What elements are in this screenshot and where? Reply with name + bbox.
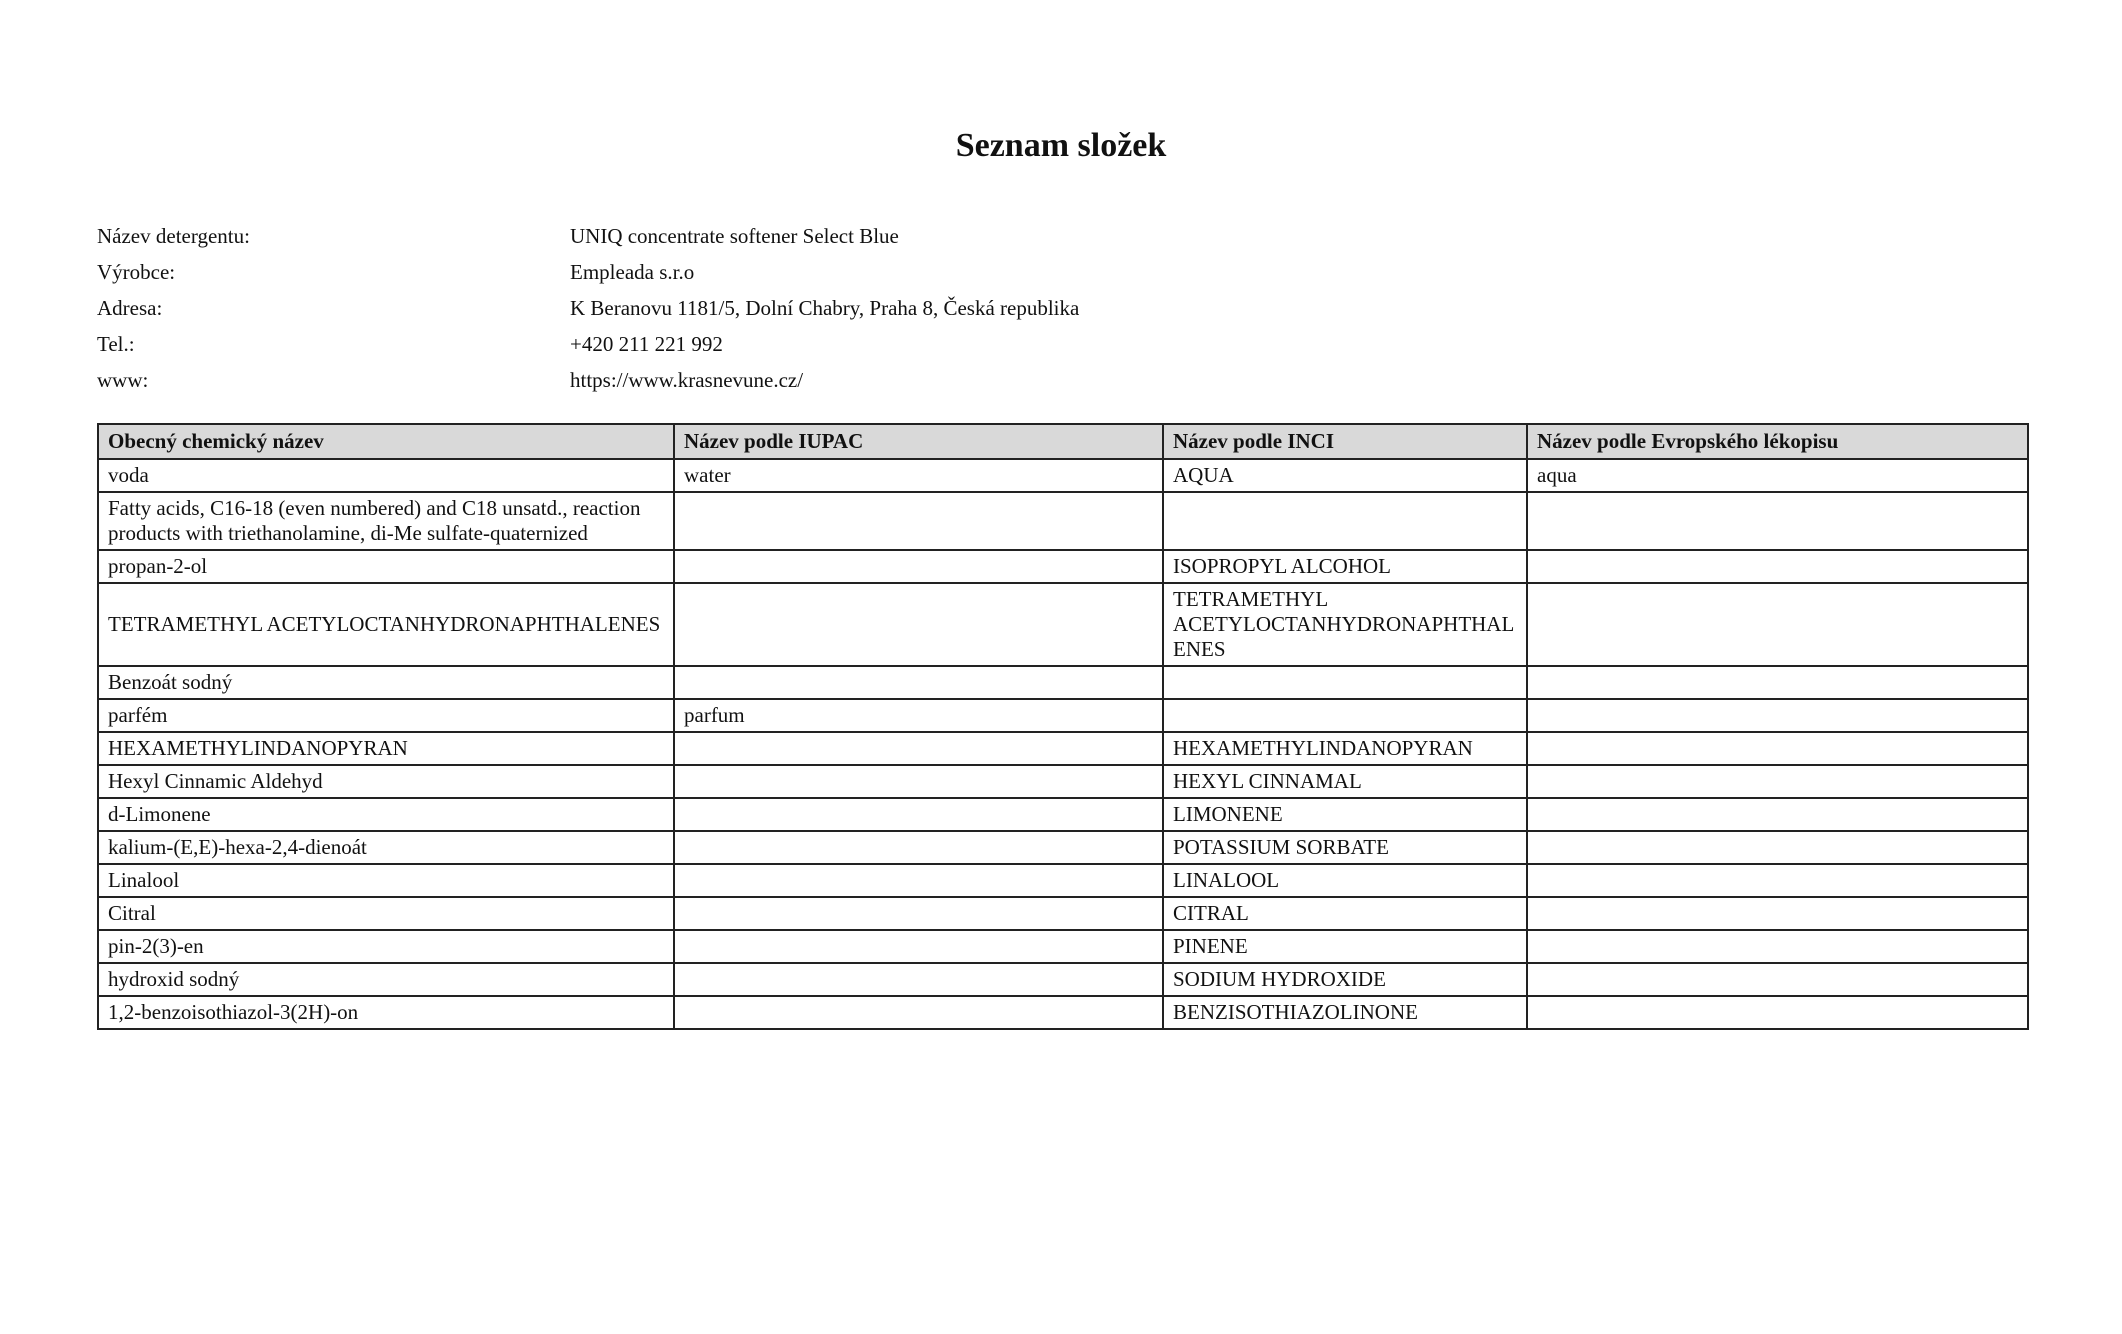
cell-inci-name: LINALOOL bbox=[1163, 864, 1527, 897]
cell-inci-name: POTASSIUM SORBATE bbox=[1163, 831, 1527, 864]
cell-iupac-name bbox=[674, 666, 1163, 699]
cell-inci-name: ISOPROPYL ALCOHOL bbox=[1163, 550, 1527, 583]
cell-common-name: parfém bbox=[98, 699, 674, 732]
cell-iupac-name bbox=[674, 864, 1163, 897]
cell-common-name: Hexyl Cinnamic Aldehyd bbox=[98, 765, 674, 798]
info-row-web bbox=[97, 362, 1997, 398]
cell-pharmacopoeia-name bbox=[1527, 831, 2028, 864]
cell-common-name: Citral bbox=[98, 897, 674, 930]
info-label: www: bbox=[97, 367, 149, 392]
info-value-address: K Beranovu 1181/5, Dolní Chabry, Praha 8, Česká republika bbox=[570, 295, 1080, 320]
cell-iupac-name: water bbox=[674, 459, 1163, 492]
cell-pharmacopoeia-name bbox=[1527, 699, 2028, 732]
table-row bbox=[98, 897, 2028, 930]
table-row bbox=[98, 732, 2028, 765]
info-label: Název detergentu: bbox=[97, 223, 250, 248]
info-label: Adresa: bbox=[97, 295, 163, 320]
cell-pharmacopoeia-name bbox=[1527, 550, 2028, 583]
cell-iupac-name bbox=[674, 732, 1163, 765]
cell-common-name: TETRAMETHYL ACETYLOCTANHYDRONAPHTHALENES bbox=[98, 583, 674, 666]
cell-inci-name: CITRAL bbox=[1163, 897, 1527, 930]
info-row-manufacturer bbox=[97, 254, 1997, 290]
table-row bbox=[98, 583, 2028, 666]
table-row bbox=[98, 930, 2028, 963]
table-row bbox=[98, 996, 2028, 1029]
cell-common-name: hydroxid sodný bbox=[98, 963, 674, 996]
cell-common-name: Benzoát sodný bbox=[98, 666, 674, 699]
cell-pharmacopoeia-name bbox=[1527, 897, 2028, 930]
cell-common-name: voda bbox=[98, 459, 674, 492]
header-pharmacopoeia-name: Název podle Evropského lékopisu bbox=[1527, 424, 2028, 459]
cell-iupac-name bbox=[674, 798, 1163, 831]
cell-pharmacopoeia-name bbox=[1527, 864, 2028, 897]
ingredients-table bbox=[97, 423, 2029, 1030]
cell-iupac-name bbox=[674, 550, 1163, 583]
cell-iupac-name: parfum bbox=[674, 699, 1163, 732]
table-row bbox=[98, 963, 2028, 996]
cell-pharmacopoeia-name bbox=[1527, 666, 2028, 699]
cell-pharmacopoeia-name bbox=[1527, 930, 2028, 963]
cell-common-name: d-Limonene bbox=[98, 798, 674, 831]
cell-iupac-name bbox=[674, 930, 1163, 963]
table-row bbox=[98, 666, 2028, 699]
cell-inci-name bbox=[1163, 492, 1527, 550]
info-value-product-name: UNIQ concentrate softener Select Blue bbox=[570, 223, 899, 248]
cell-inci-name: HEXYL CINNAMAL bbox=[1163, 765, 1527, 798]
page-title: Seznam složek bbox=[955, 127, 1167, 164]
table-row bbox=[98, 798, 2028, 831]
header-iupac-name: Název podle IUPAC bbox=[674, 424, 1163, 459]
cell-pharmacopoeia-name bbox=[1527, 583, 2028, 666]
cell-iupac-name bbox=[674, 492, 1163, 550]
cell-pharmacopoeia-name bbox=[1527, 732, 2028, 765]
cell-pharmacopoeia-name bbox=[1527, 996, 2028, 1029]
cell-inci-name: BENZISOTHIAZOLINONE bbox=[1163, 996, 1527, 1029]
info-row-address bbox=[97, 290, 1997, 326]
cell-pharmacopoeia-name bbox=[1527, 798, 2028, 831]
info-value-web: https://www.krasnevune.cz/ bbox=[570, 367, 804, 392]
cell-pharmacopoeia-name: aqua bbox=[1527, 459, 2028, 492]
table-row bbox=[98, 459, 2028, 492]
info-row-phone bbox=[97, 326, 1997, 362]
table-row bbox=[98, 492, 2028, 550]
table-row bbox=[98, 864, 2028, 897]
cell-inci-name: PINENE bbox=[1163, 930, 1527, 963]
cell-inci-name: TETRAMETHYL ACETYLOCTANHYDRONAPHTHALENES bbox=[1163, 583, 1527, 666]
cell-common-name: HEXAMETHYLINDANOPYRAN bbox=[98, 732, 674, 765]
table-row bbox=[98, 699, 2028, 732]
table-row bbox=[98, 550, 2028, 583]
cell-pharmacopoeia-name bbox=[1527, 963, 2028, 996]
info-value-phone: +420 211 221 992 bbox=[570, 331, 723, 356]
cell-inci-name: SODIUM HYDROXIDE bbox=[1163, 963, 1527, 996]
cell-iupac-name bbox=[674, 831, 1163, 864]
cell-inci-name bbox=[1163, 699, 1527, 732]
cell-common-name: propan-2-ol bbox=[98, 550, 674, 583]
info-label: Tel.: bbox=[97, 331, 135, 356]
product-info bbox=[97, 218, 1997, 398]
cell-iupac-name bbox=[674, 996, 1163, 1029]
cell-inci-name: HEXAMETHYLINDANOPYRAN bbox=[1163, 732, 1527, 765]
cell-inci-name bbox=[1163, 666, 1527, 699]
cell-inci-name: AQUA bbox=[1163, 459, 1527, 492]
cell-iupac-name bbox=[674, 963, 1163, 996]
cell-common-name: Linalool bbox=[98, 864, 674, 897]
info-row-product-name bbox=[97, 218, 1997, 254]
cell-common-name: kalium-(E,E)-hexa-2,4-dienoát bbox=[98, 831, 674, 864]
info-value-manufacturer: Empleada s.r.o bbox=[570, 259, 695, 284]
cell-common-name: Fatty acids, C16-18 (even numbered) and C18 unsatd., reaction products with triethanolamine, di-Me sulfate-quaternized bbox=[98, 492, 674, 550]
cell-iupac-name bbox=[674, 765, 1163, 798]
header-common-name: Obecný chemický název bbox=[98, 424, 674, 459]
header-inci-name: Název podle INCI bbox=[1163, 424, 1527, 459]
cell-pharmacopoeia-name bbox=[1527, 765, 2028, 798]
cell-pharmacopoeia-name bbox=[1527, 492, 2028, 550]
table-row bbox=[98, 765, 2028, 798]
info-label: Výrobce: bbox=[97, 259, 176, 284]
table-row bbox=[98, 831, 2028, 864]
cell-iupac-name bbox=[674, 583, 1163, 666]
cell-common-name: pin-2(3)-en bbox=[98, 930, 674, 963]
cell-iupac-name bbox=[674, 897, 1163, 930]
cell-inci-name: LIMONENE bbox=[1163, 798, 1527, 831]
table-header-row bbox=[98, 424, 2028, 459]
cell-common-name: 1,2-benzoisothiazol-3(2H)-on bbox=[98, 996, 674, 1029]
